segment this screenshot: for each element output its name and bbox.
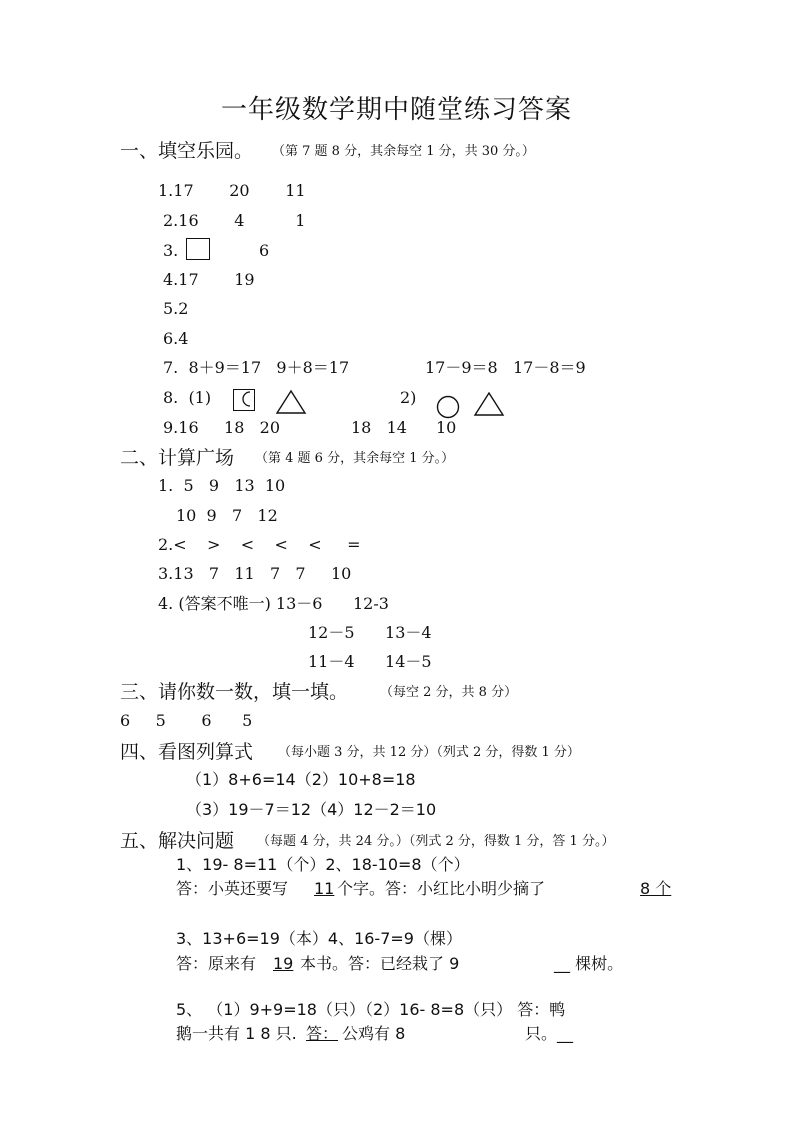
section-4-note: （每小题 3 分，共 12 分）（列式 2 分，得数 1 分） — [278, 745, 580, 760]
problem-4-answer-end: __ 棵树。 — [554, 954, 624, 973]
section-3-answers: 6 5 6 5 — [120, 711, 253, 730]
answer-line-1-8-part-b: 2) — [400, 388, 417, 407]
answer-line-1-5: 5.2 — [163, 299, 189, 318]
problem-3-answer-prefix: 答：原来有 — [176, 954, 257, 973]
problem-5-equations: 5、 （1）9+9=18（只）（2）16- 8=8（只） 答：鸭 — [176, 1000, 566, 1019]
page-title: 一年级数学期中随堂练习答案 — [220, 95, 572, 125]
answer-line-1-1: 1.17 20 11 — [158, 181, 306, 200]
problem-3-4-answer-middle: 本书。答：已经栽了 9 — [300, 954, 460, 973]
section-2-note: （第 4 题 6 分，其余每空 1 分。） — [255, 451, 455, 466]
section-2-heading: 二、计算广场 — [120, 447, 235, 469]
answer-line-2-4a: 4. (答案不唯一) 13－6 12-3 — [158, 594, 389, 613]
section-1-note: （第 7 题 8 分，其余每空 1 分，共 30 分。） — [272, 144, 535, 159]
triangle-icon-2 — [474, 392, 504, 416]
answer-line-1-9-part-a: 9.16 18 20 — [163, 418, 281, 437]
section-1-heading: 一、填空乐园。 — [120, 140, 254, 162]
answer-line-1-7-part-a: 7. 8＋9＝17 9＋8＝17 — [163, 358, 350, 377]
answer-line-1-9-part-b: 18 14 — [351, 418, 407, 437]
problem-3-4-equations: 3、13+6=19（本）4、16-7=9（棵） — [176, 929, 462, 948]
answer-line-4-2: （3）19－7＝12（4）12－2＝10 — [186, 800, 437, 819]
problem-1-answer-number: 11 — [314, 879, 335, 898]
problem-5-answer-d: 只。__ — [525, 1024, 574, 1043]
section-3-heading: 三、请你数一数，填一填。 — [120, 681, 349, 703]
answer-line-4-1: （1）8+6=14（2）10+8=18 — [186, 770, 416, 789]
answer-line-1-4: 4.17 19 — [163, 270, 255, 289]
answer-line-1-9-part-c: 10 — [436, 418, 457, 437]
problem-5-answer-c: 公鸡有 8 — [342, 1024, 406, 1043]
answer-line-2-2: 2.< > < < < = — [158, 535, 361, 554]
circle-icon — [436, 395, 460, 419]
answer-line-1-3-value: 6 — [259, 241, 270, 260]
answer-line-2-4b: 12－5 13－4 — [308, 623, 432, 642]
problem-2-answer-number: 8 个 — [640, 879, 672, 898]
answer-line-1-7-part-b: 17－9＝8 17－8＝9 — [425, 358, 586, 377]
square-shape-icon — [186, 238, 210, 260]
section-3-note: （每空 2 分，共 8 分） — [380, 685, 518, 700]
answer-line-2-4c: 11－4 14－5 — [308, 652, 432, 671]
answer-line-2-3: 3.13 7 11 7 7 10 — [158, 564, 352, 583]
section-5-heading: 五、解决问题 — [120, 830, 235, 852]
problem-1-2-equations: 1、19- 8=11（个）2、18-10=8（个） — [176, 855, 470, 874]
halfcircle-icon — [240, 391, 252, 407]
problem-1-answer-prefix: 答：小英还要写 — [176, 879, 289, 898]
triangle-icon — [276, 390, 306, 414]
answer-line-1-8-part-a: 8. (1) — [163, 388, 212, 407]
problem-1-2-answer-middle: 个字。答：小红比小明少摘了 — [337, 879, 546, 898]
problem-3-answer-number: 19 — [273, 954, 294, 973]
problem-5-answer-b: 答： — [306, 1024, 339, 1043]
answer-line-1-6: 6.4 — [163, 329, 189, 348]
problem-5-answer-a: 鹅一共有 1 8 只. — [176, 1024, 297, 1043]
answer-line-1-3-number: 3. — [163, 241, 179, 260]
section-5-note: （每题 4 分，共 24 分。）（列式 2 分，得数 1 分，答 1 分。） — [257, 834, 615, 849]
answer-line-2-1: 1. 5 9 13 10 — [158, 476, 286, 495]
answer-line-2-1b: 10 9 7 12 — [176, 506, 278, 525]
section-4-heading: 四、看图列算式 — [120, 741, 254, 763]
answer-line-1-2: 2.16 4 1 — [163, 211, 306, 230]
